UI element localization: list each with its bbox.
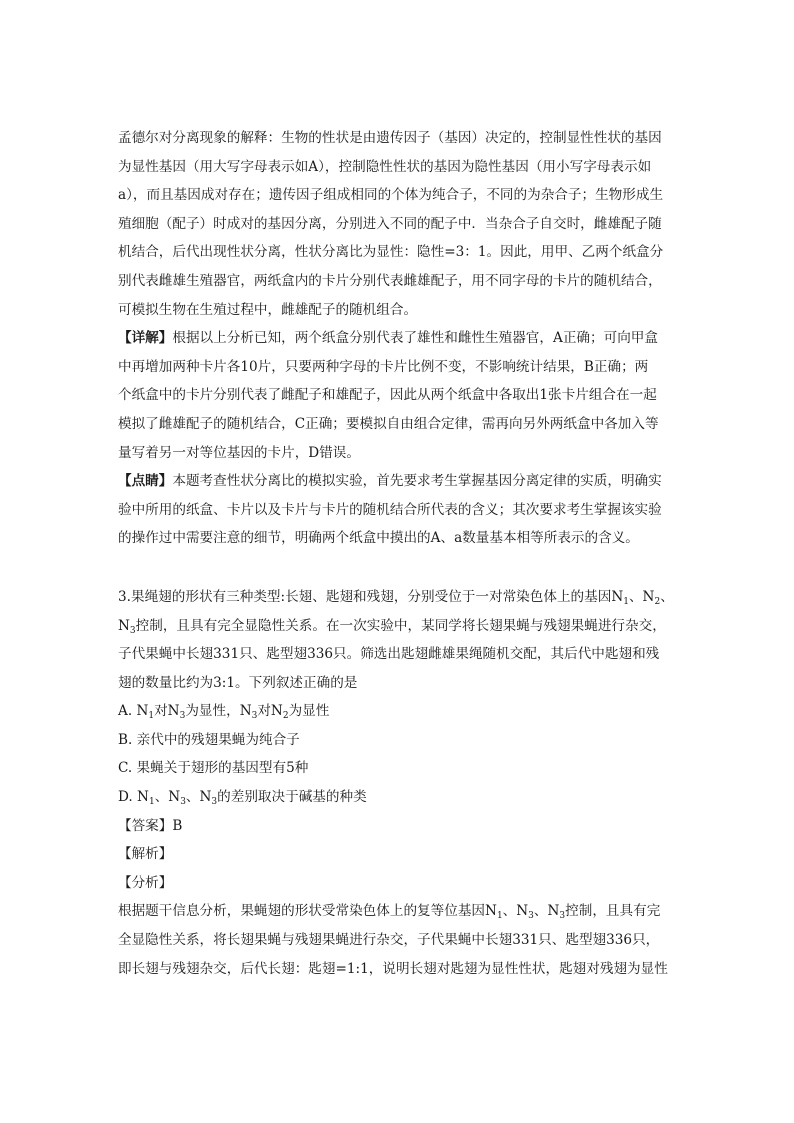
option-c: C. 果蝇关于翅形的基因型有5种 bbox=[118, 760, 309, 777]
question-3 bbox=[118, 583, 678, 983]
text-line: 本题考查性状分离比的模拟实验，首先要求考生掌握基因分离定律的实质，明确实 bbox=[172, 473, 662, 490]
comment-section bbox=[118, 467, 678, 553]
analysis-line: 即长翅与残翅杂交，后代长翅：匙翅=1:1，说明长翅对匙翅为显性性状，匙翅对残翅为显性 bbox=[118, 960, 668, 977]
question-stem-line: 翅的数量比约为3:1。下列叙述正确的是 bbox=[118, 674, 358, 691]
question-stem-line: 3.果绳翅的形状有三种类型:长翅、匙翅和残翅，分别受位于一对常染色体上的基因$N_1$、$N_2$、 bbox=[118, 588, 674, 607]
text-line: 机结合，后代出现性状分离，性状分离比为显性：隐性=3：1。因此，用甲、乙两个纸盒分 bbox=[118, 244, 664, 261]
option-a: A. $N_1$对$N_3$为显性，$N_3$对$N_2$为显性 bbox=[118, 703, 330, 722]
text-line: 孟德尔对分离现象的解释：生物的性状是由遗传因子（基因）决定的，控制显性性状的基因 bbox=[118, 130, 662, 146]
text-line: 量写着另一对等位基因的卡片，D错误。 bbox=[118, 444, 360, 461]
text-line: 的操作过中需要注意的细节，明确两个纸盒中摸出的A、a数量基本相等所表示的含义。 bbox=[118, 530, 639, 547]
detail-tag: 【详解】 bbox=[118, 330, 173, 347]
option-d: D. $N_1$、$N_3$、$N_3$的差别取决于碱基的种类 bbox=[118, 789, 367, 808]
analysis-label: 【解析】 bbox=[118, 846, 173, 863]
analysis-line: 根据题干信息分析，果蝇翅的形状受常染色体上的复等位基因$N_1$、$N_3$、$N_3$控制，且具有完 bbox=[118, 903, 661, 922]
text-line: 中再增加两种卡片各10片，只要两种字母的卡片比例不变，不影响统计结果，B正确；两 bbox=[118, 358, 649, 375]
text-line: a），而且基因成对存在；遗传因子组成相同的个体为纯合子，不同的为杂合子；生物形成生 bbox=[118, 187, 664, 204]
text-line: 根据以上分析已知，两个纸盒分别代表了雄性和雌性生殖器官，A正确；可向甲盒 bbox=[172, 330, 658, 347]
text-line: 殖细胞（配子）时成对的基因分离，分别进入不同的配子中．当杂合子自交时，雌雄配子随 bbox=[118, 215, 662, 232]
text-line: 模拟了雌雄配子的随机结合，C正确；要模拟自由组合定律，需再向另外两纸盒中各加入等 bbox=[118, 415, 659, 432]
question-stem-line: $N_3$控制，且具有完全显隐性关系。在一次实验中，某同学将长翅果蝇与残翅果蝇进行杂交， bbox=[118, 617, 666, 636]
comment-tag: 【点睛】 bbox=[118, 473, 173, 490]
option-b: B. 亲代中的残翅果蝇为纯合子 bbox=[118, 731, 300, 748]
text-line: 个纸盒中的卡片分别代表了雌配子和雄配子，因此从两个纸盒中各取出1张卡片组合在一起 bbox=[118, 387, 657, 404]
text-line: 可模拟生物在生殖过程中，雌雄配子的随机组合。 bbox=[118, 301, 418, 318]
text-line: 验中所用的纸盒、卡片以及卡片与卡片的随机结合所代表的含义；其次要求考生掌握该实验 bbox=[118, 501, 662, 518]
analyze-label: 【分析】 bbox=[118, 874, 173, 891]
spacer bbox=[118, 553, 678, 583]
analysis-line: 全显隐性关系，将长翅果蝇与残翅果蝇进行杂交，子代果蝇中长翅331只、匙型翅336只， bbox=[118, 932, 660, 949]
explanation-paragraph bbox=[118, 124, 678, 324]
text-line: 别代表雌雄生殖器官，两纸盒内的卡片分别代表雌雄配子，用不同字母的卡片的随机结合， bbox=[118, 272, 662, 289]
text-line: 为显性基因（用大写字母表示如A），控制隐性性状的基因为隐性基因（用小写字母表示如 bbox=[118, 158, 652, 175]
detail-section bbox=[118, 324, 678, 467]
question-stem-line: 子代果蝇中长翅331只、匙型翅336只。筛选出匙翅雌雄果绳随机交配，其后代中匙翅和残 bbox=[118, 646, 660, 663]
answer-label: 【答案】B bbox=[118, 817, 183, 834]
document-page bbox=[118, 124, 678, 983]
